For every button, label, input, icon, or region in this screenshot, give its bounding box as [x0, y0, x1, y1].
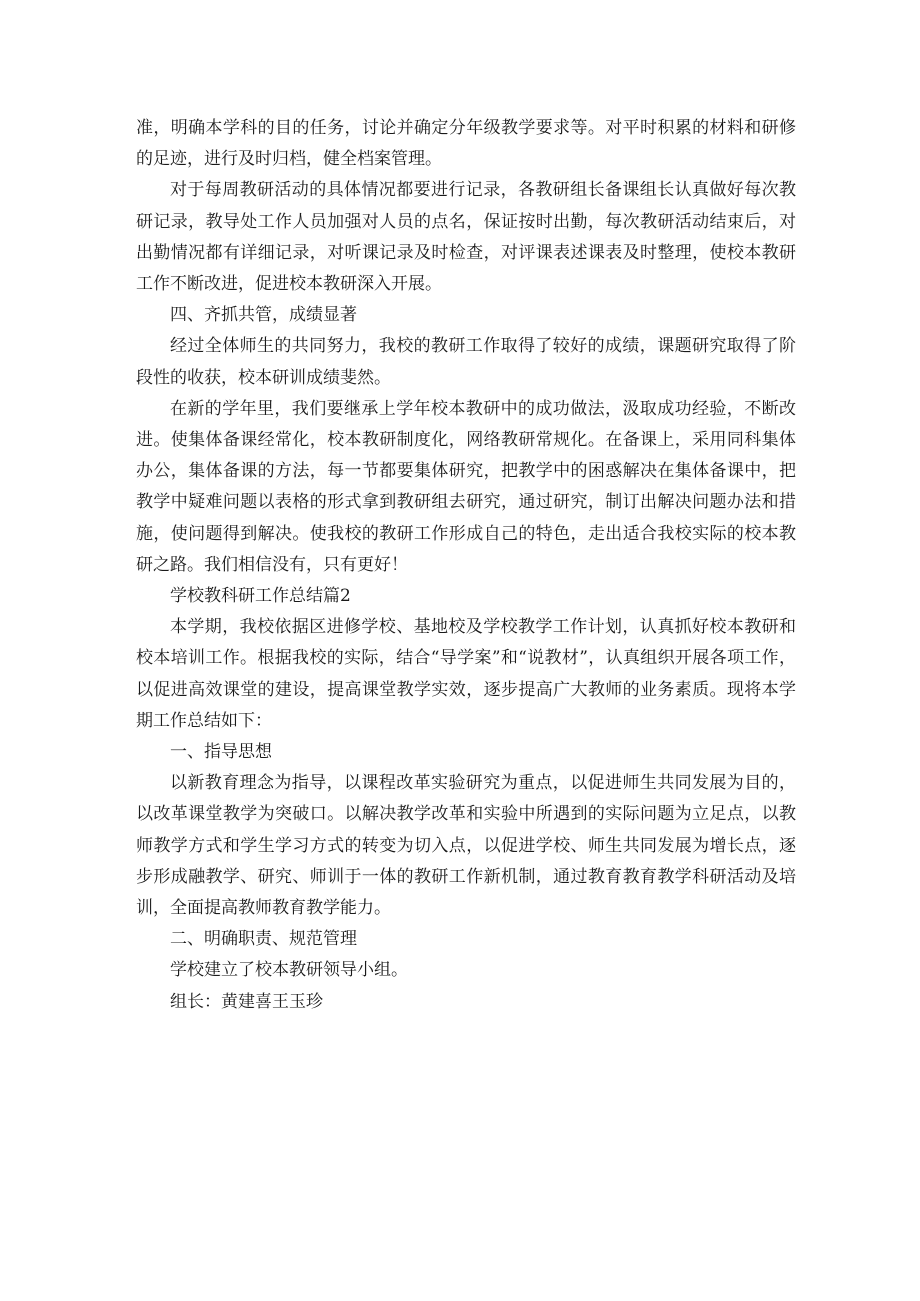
paragraph-new-year-plan: 在新的学年里，我们要继承上学年校本教研中的成功做法，汲取成功经验，不断改进。使集体备课经常化，校本教研制度化，网络教研常规化。在备课上，采用同科集体办公，集体备课的方法，每一节都要集体研究，把教学中的困惑解决在集体备课中，把教学中疑难问题以表格的形式拿到教研组去研究，通过研究，制订出解决问题办法和措施，使问题得到解决。使我校的教研工作形成自己的特色，走出适合我校实际的校本教研之路。我们相信没有，只有更好！: [136, 398, 796, 575]
paragraph-weekly-records: 对于每周教研活动的具体情况都要进行记录，各教研组长备课组长认真做好每次教研记录，教导处工作人员加强对人员的点名，保证按时出勤，每次教研活动结束后，对出勤情况都有详细记录，对听课记录及时检查，对评课表述课表及时整理，使校本教研工作不断改进，促进校本教研深入开展。: [136, 180, 796, 295]
paragraph-guiding-ideology: 以新教育理念为指导，以课程改革实验研究为重点，以促进师生共同发展为目的，以改革课堂教学为突破口。以解决教学改革和实验中所遇到的实际问题为立足点，以教师教学方式和学生学习方式的转变为切入点，以促进学校、师生共同发展为增长点，逐步形成融教学、研究、师训于一体的教研工作新机制，通过教育教育教学科研活动及培训，全面提高教师教育教学能力。: [136, 773, 796, 919]
paragraph-leadership-group: 学校建立了校本教研领导小组。: [170, 960, 408, 981]
paragraph-archive-management: 准，明确本学科的目的任务，讨论并确定分年级教学要求等。对平时积累的材料和研修的足迹，进行及时归档，健全档案管理。: [136, 118, 796, 170]
paragraph-achievements: 经过全体师生的共同努力，我校的教研工作取得了较好的成绩，课题研究取得了阶段性的收获，校本研训成绩斐然。: [136, 336, 796, 388]
document-body: [136, 113, 796, 1018]
section-heading-2: 二、明确职责、规范管理: [170, 929, 357, 950]
article-title-2: 学校教科研工作总结篇2: [170, 586, 351, 607]
section-heading-1: 一、指导思想: [170, 742, 272, 763]
paragraph-semester-intro: 本学期，我校依据区进修学校、基地校及学校教学工作计划，认真抓好校本教研和校本培训工作。根据我校的实际，结合“导学案”和“说教材”，认真组织开展各项工作，以促进高效课堂的建设，提高课堂教学实效，逐步提高广大教师的业务素质。现将本学期工作总结如下：: [136, 617, 796, 731]
paragraph-group-leader: 组长：黄建喜王玉珍: [170, 991, 323, 1012]
section-heading-4: 四、齐抓共管，成绩显著: [170, 305, 357, 326]
